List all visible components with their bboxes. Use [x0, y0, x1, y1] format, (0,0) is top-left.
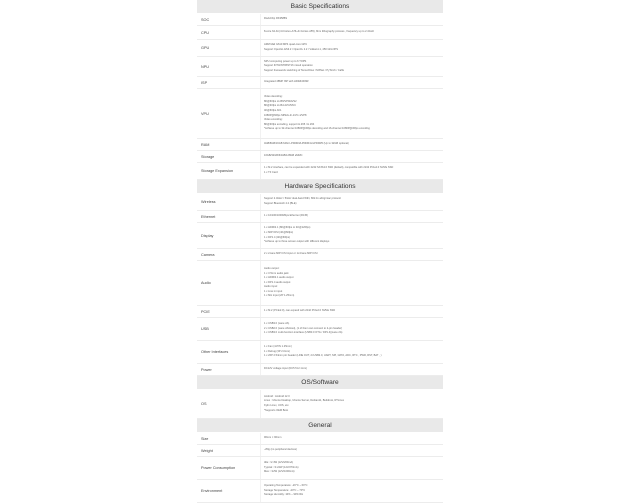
- section-heading: Basic Specifications: [197, 0, 443, 14]
- spec-label: Power: [201, 367, 212, 372]
- spec-row: [197, 14, 443, 26]
- spec-value-line: 1 x DP1.4 audio output: [264, 280, 291, 284]
- spec-label: Display: [201, 233, 214, 238]
- spec-value: [260, 194, 443, 210]
- spec-row: [197, 223, 443, 249]
- spec-value: [260, 480, 443, 502]
- spec-value-line: *Achieve up to three screen output with different displays: [264, 240, 330, 244]
- spec-value-line: Support OpenGL ES3.2 / OpenCL 2.2 / Vulkan1.1, 450 GFLOPS: [264, 48, 338, 51]
- spec-value-line: Max: ≈12W (12V/1000mA): [264, 470, 295, 474]
- spec-value-line: 1 x USB3.0 multi-function interface (USB3.0 OTG / DP1.4)(Lane 2A): [264, 331, 343, 335]
- spec-value-line: *Achieve up to 32-channel 1080P@30fps decoding and 16-channel 1080P@30fps encoding: [264, 127, 370, 131]
- spec-value-line: Operating Temperature: -20°C ~ 60°C: [264, 484, 308, 488]
- spec-row: [197, 457, 443, 480]
- spec-row: [197, 57, 443, 77]
- spec-label: OS: [201, 402, 207, 406]
- spec-value: [260, 40, 443, 56]
- spec-label: VPU: [201, 111, 209, 116]
- spec-label: Other Interfaces: [201, 350, 229, 354]
- spec-value: [260, 77, 443, 88]
- spec-value-line: Linux : Ubuntu Desktop, Ubuntu Server, Debian11, Buildroot, RTLinux: [264, 399, 345, 403]
- spec-value-line: 16GB/32GB/64GB/128GB eMMC: [264, 154, 303, 158]
- spec-value-line: 1 x Line in input: [264, 289, 283, 293]
- spec-value-line: Typical: ≈3.24W (12V/270mA): [264, 465, 299, 469]
- spec-label: Size: [201, 436, 209, 441]
- spec-value-line: Storage Temperature: -20°C ~ 70°C: [264, 488, 306, 492]
- spec-row: [197, 390, 443, 419]
- spec-value-line: 4GB/8GB/16GB 64bit LPDDR4/LPDDR4x/LPDDR5 (Up to 32GB optional): [264, 142, 349, 146]
- spec-row: [197, 306, 443, 318]
- spec-value-line: *Supports OEM Boot: [264, 408, 289, 412]
- spec-row: [197, 318, 443, 341]
- spec-label: NPU: [201, 64, 210, 69]
- spec-label: Environment: [201, 489, 223, 493]
- spec-value-line: ~80g (no peripheral devices): [264, 448, 297, 452]
- spec-value-line: 1 x M.2 (PCIe2.0), can expand with 2242 PCIe2.0 NVMe SSD: [264, 309, 336, 313]
- spec-table: [197, 0, 443, 503]
- spec-value-line: 1 x 10/100/1000Mbps Ethernet (RJ45): [264, 214, 308, 218]
- spec-row: [197, 139, 443, 151]
- spec-value-line: 1 x MIPI DSI (4K@60fps): [264, 230, 294, 234]
- spec-label: Wireless: [201, 200, 216, 204]
- spec-value-line: ARM Mali G610 MP4 quad-core GPU: [264, 43, 308, 47]
- spec-row: [197, 445, 443, 457]
- spec-value-line: Support 2.4GHz / 5GHz dual-band WiFi, 802.11 a/b/g/n/ac protocol: [264, 197, 341, 201]
- spec-value-line: 1 x HDMI2.1 audio output: [264, 276, 294, 280]
- spec-row: [197, 261, 443, 306]
- spec-value-line: 1 x Debug (3P 2.0mm): [264, 349, 291, 353]
- spec-value: [260, 261, 443, 305]
- spec-value-line: Integrated 48MP ISP with HDR&3DNR: [264, 80, 309, 84]
- section-heading: OS/Software: [197, 376, 443, 390]
- spec-value-line: Audio input:: [264, 285, 278, 289]
- spec-value: [260, 163, 443, 179]
- spec-row: [197, 77, 443, 89]
- spec-value-line: 8-core 64-bit (4×Cortex-A76+4×Cortex-A55), 8nm lithography process , frequency up to 2.4GHz: [264, 30, 374, 34]
- spec-value: [260, 249, 443, 260]
- spec-value-line: Kylin Linux, UOS, etc.: [264, 404, 290, 407]
- spec-label: Audio: [201, 281, 211, 285]
- spec-row: [197, 89, 443, 139]
- spec-value-line: DC12V voltage input (DC5.5×2.1mm): [264, 367, 308, 371]
- spec-row: [197, 433, 443, 445]
- spec-value-line: 1 x Mic input (2P 1.25mm): [264, 294, 295, 298]
- spec-value-line: 1 x M.2 interface, can be expanded with 2242 SATA3.0 SSD (default), compatible with 2242 PCIe2.0 NVMe SSD: [264, 166, 394, 170]
- spec-value-line: 2 x USB2.0 (Lane 2A/Host), (1 of them can connect to 2-pin header): [264, 326, 343, 330]
- spec-row: [197, 364, 443, 376]
- spec-value: [260, 341, 443, 363]
- spec-label: PCIE: [201, 309, 210, 314]
- spec-value: [260, 14, 443, 25]
- spec-value-line: 1 x DP1.4 (4K@60fps): [264, 235, 290, 239]
- spec-value-line: 8K@30fps H.264 AVC/MVC: [264, 104, 296, 108]
- spec-value-line: 1 x 3.5mm audio jack: [264, 271, 289, 275]
- spec-value-line: Video encoding:: [264, 118, 283, 122]
- spec-value-line: Support INT4/INT8/INT16 mixed operation: [264, 64, 313, 68]
- spec-row: [197, 151, 443, 163]
- spec-value-line: 8K@60fps H.265/VP9/AVS2: [264, 99, 297, 103]
- spec-value: [260, 89, 443, 138]
- spec-row: [197, 26, 443, 40]
- spec-value-line: 2 x 2-lane MIPI CSI input or 1x4 lane MIPI CSI: [264, 252, 318, 256]
- spec-value-line: Video decoding:: [264, 95, 283, 99]
- spec-row: [197, 194, 443, 211]
- spec-value-line: 1 x 26P 2.54mm pin header (LINE OUT, 2×USB2.0, UART, SPI, GPIO, ADC, RTC , PWR, RST, BAT , ): [264, 354, 382, 358]
- spec-value-line: Android : Android 12.0: [264, 394, 290, 398]
- spec-value-line: Support Bluetooth 4.2 (BLE): [264, 202, 297, 205]
- spec-value-line: 1080P@60fps MPEG-2/-1/VC-1/VP8: [264, 113, 307, 117]
- spec-label: Ethernet: [201, 214, 216, 219]
- spec-row: [197, 211, 443, 223]
- spec-value: [260, 390, 443, 418]
- spec-value-line: Idle: ≈2.4W (12V/200mA): [264, 461, 294, 465]
- spec-value: [260, 364, 443, 375]
- spec-value: [260, 211, 443, 222]
- spec-row: [197, 341, 443, 364]
- spec-label: Camera: [201, 252, 215, 257]
- spec-label: RAM: [201, 142, 210, 147]
- spec-value-line: 96mm × 90mm: [264, 436, 282, 440]
- spec-value-line: 1 x Fan (4-PIN 1.25mm): [264, 345, 292, 349]
- spec-value: [260, 433, 443, 444]
- spec-value-line: 1 x HDMI2.1 (8K@60fps or 4K@120fps): [264, 226, 311, 230]
- spec-value: [260, 139, 443, 150]
- spec-value-line: 1 x USB3.0 (Lane 2A): [264, 322, 290, 326]
- spec-row: [197, 249, 443, 261]
- spec-value-line: Storage Humidity: 10% ~ 90% RH: [264, 493, 304, 497]
- spec-value-line: 1 x TF Card: [264, 171, 278, 174]
- spec-label: Storage Expansion: [201, 169, 234, 173]
- spec-value: [260, 57, 443, 76]
- spec-value-line: Support framework switching of TensorFlow / MXNet / PyTorch / Caffe: [264, 68, 345, 72]
- spec-value-line: Audio output:: [264, 266, 280, 270]
- spec-label: Power Consumption: [201, 466, 236, 470]
- spec-value: [260, 445, 443, 456]
- spec-label: SOC: [201, 17, 210, 22]
- spec-row: [197, 40, 443, 57]
- spec-label: Weight: [201, 448, 213, 453]
- spec-value: [260, 151, 443, 162]
- section-heading: General: [197, 419, 443, 433]
- spec-value-line: 4K@60fps AV1: [264, 108, 282, 112]
- spec-label: CPU: [201, 30, 210, 35]
- spec-value-line: NPU computing power up to 6 TOPS: [264, 59, 307, 63]
- spec-value: [260, 223, 443, 248]
- spec-value: [260, 26, 443, 39]
- spec-value: [260, 318, 443, 340]
- spec-row: [197, 163, 443, 180]
- spec-value-line: 8K@30fps encoding, support H.265 / H.264: [264, 122, 315, 126]
- spec-label: ISP: [201, 80, 208, 85]
- section-heading: Hardware Specifications: [197, 180, 443, 194]
- spec-value-line: RockChip RK3588S: [264, 17, 288, 21]
- spec-value: [260, 457, 443, 479]
- spec-value: [260, 306, 443, 317]
- spec-row: [197, 480, 443, 503]
- spec-label: GPU: [201, 46, 210, 50]
- spec-label: Storage: [201, 154, 215, 159]
- spec-label: USB: [201, 327, 209, 331]
